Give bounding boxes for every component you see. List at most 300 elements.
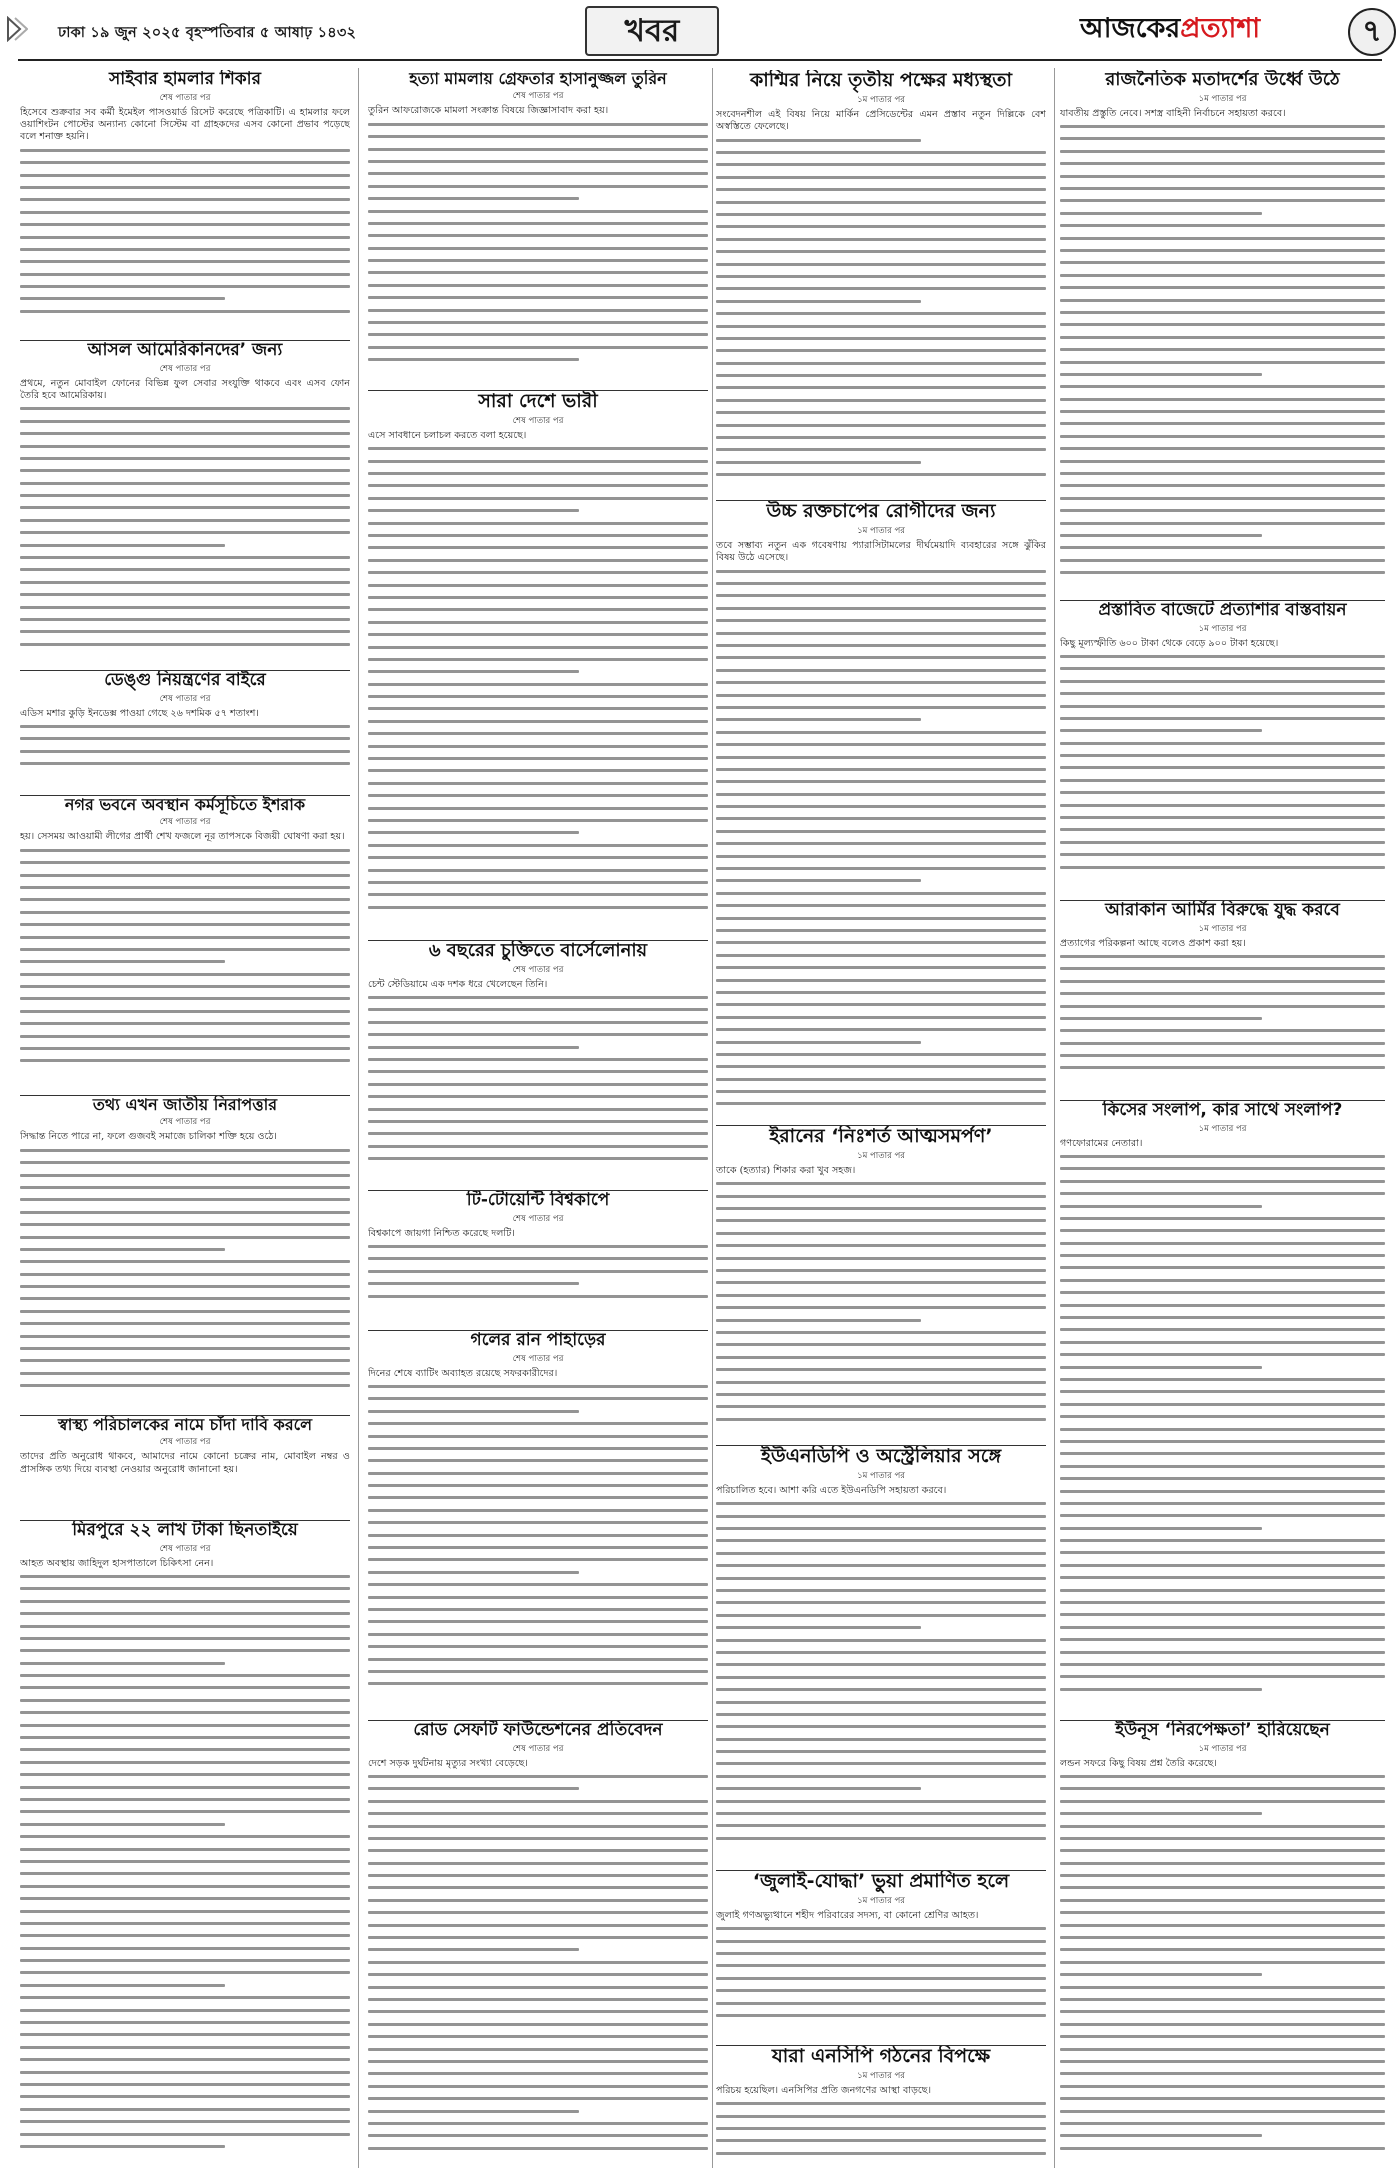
text-line <box>716 800 1046 812</box>
text-line <box>368 789 708 801</box>
text-line <box>20 440 350 452</box>
text-line <box>1060 712 1385 724</box>
text-line <box>20 1354 350 1366</box>
text-line <box>368 814 708 826</box>
text-line <box>716 1239 1046 1251</box>
text-line <box>368 1065 708 1077</box>
text-line <box>716 258 1046 270</box>
article-body <box>368 1380 708 1700</box>
text-line <box>368 876 708 888</box>
continued-tag: ১ম পাতার পর <box>857 2070 905 2081</box>
text-line <box>368 118 708 130</box>
text-line <box>716 701 1046 713</box>
text-line <box>20 732 350 744</box>
article-body <box>368 1770 708 2160</box>
text-line <box>20 2028 350 2040</box>
article-headline: তথ্য এখন জাতীয় নিরাপত্তার <box>92 1095 278 1114</box>
text-line <box>1060 1646 1385 1658</box>
text-line <box>1060 492 1385 504</box>
article <box>20 795 350 1086</box>
text-line <box>368 2067 708 2079</box>
text-line <box>1060 1571 1385 1583</box>
text-line <box>716 1264 1046 1276</box>
text-line <box>368 279 708 291</box>
text-line <box>20 1966 350 1978</box>
text-line <box>20 181 350 193</box>
text-line <box>368 752 708 764</box>
article-lead: আহত অবস্থায় জাহিদুল হাসপাতালে চিকিৎসা নেন। <box>20 1557 214 1569</box>
text-line <box>20 526 350 538</box>
article-headline: উচ্চ রক্তচাপের রোগীদের জন্য <box>766 500 996 522</box>
text-line <box>716 344 1046 356</box>
newspaper-logo <box>1080 8 1260 53</box>
text-line <box>20 1595 350 1607</box>
text-line <box>20 1030 350 1042</box>
text-line <box>716 1947 1046 1959</box>
text-line <box>368 864 708 876</box>
text-line <box>368 1417 708 1429</box>
article-body <box>20 402 350 661</box>
text-line <box>716 158 1046 170</box>
text-line <box>368 1919 708 1931</box>
text-line <box>1060 1906 1385 1918</box>
text-line <box>368 888 708 900</box>
text-line <box>716 1036 1046 1048</box>
text-line <box>716 394 1046 406</box>
text-line <box>368 180 708 192</box>
text-line <box>1060 207 1385 219</box>
text-line <box>1060 1546 1385 1558</box>
text-line <box>20 1731 350 1743</box>
text-line <box>716 1922 1046 1934</box>
continued-tag: শেষ পাতার পর <box>512 964 564 975</box>
text-line <box>368 1931 708 1943</box>
text-line <box>368 1252 708 1264</box>
text-line <box>368 2092 708 2104</box>
text-line <box>368 727 708 739</box>
article-lead: এসে সাবধানে চলাচল করতে বলা হয়েছে। <box>368 429 527 441</box>
article-headline: মিরপুরে ২২ লাখ টাকা ছিনতাইয়ে <box>72 1520 298 1540</box>
text-line <box>368 1442 708 1454</box>
text-line <box>20 638 350 650</box>
text-line <box>20 2140 350 2152</box>
text-line <box>20 992 350 1004</box>
text-line <box>1060 848 1385 860</box>
text-line <box>1060 1608 1385 1620</box>
text-line <box>716 1227 1046 1239</box>
article <box>20 1095 350 1406</box>
issue-date: ঢাকা ১৯ জুন ২০২৫ বৃহস্পতিবার ৫ আষাঢ় ১৪৩২ <box>58 25 357 41</box>
text-line <box>368 1529 708 1541</box>
article <box>20 1520 350 2171</box>
article-body <box>1060 120 1385 580</box>
text-line <box>716 146 1046 158</box>
text-line <box>20 551 350 563</box>
article-body <box>1060 1150 1385 1700</box>
text-line <box>20 1694 350 1706</box>
text-line <box>368 616 708 628</box>
text-line <box>20 1156 350 1168</box>
text-line <box>716 627 1046 639</box>
text-line <box>368 764 708 776</box>
text-line <box>20 1379 350 1391</box>
text-line <box>1060 836 1385 848</box>
text-line <box>20 757 350 769</box>
text-line <box>368 1467 708 1479</box>
text-line <box>716 713 1046 725</box>
text-line <box>368 715 708 727</box>
text-line <box>368 678 708 690</box>
article <box>368 390 708 931</box>
text-line <box>368 1820 708 1832</box>
text-line <box>368 1504 708 1516</box>
text-line <box>368 2142 708 2154</box>
text-line <box>368 1832 708 1844</box>
text-line <box>20 601 350 613</box>
article-lead: পরিচালিত হবে। আশা করি এতে ইউএনডিপি সহায়তা করবে। <box>716 1484 947 1496</box>
continued-tag: শেষ পাতার পর <box>159 1117 211 1128</box>
text-line <box>716 1388 1046 1400</box>
text-line <box>368 826 708 838</box>
article-lead: তুরিন আফরোজকে মামলা সংক্রান্ত বিষয়ে জিজ্ঞাসাবাদ করা হয়। <box>368 105 609 117</box>
article-body <box>368 1240 708 1310</box>
page-turn-arrow-icon[interactable] <box>6 16 28 42</box>
text-line <box>716 456 1046 468</box>
text-line <box>368 802 708 814</box>
text-line <box>716 1202 1046 1214</box>
text-line <box>716 986 1046 998</box>
text-line <box>1060 1224 1385 1236</box>
text-line <box>716 1745 1046 1757</box>
text-line <box>368 1041 708 1053</box>
text-line <box>716 837 1046 849</box>
text-line <box>20 1268 350 1280</box>
text-line <box>20 280 350 292</box>
column-4 <box>1060 70 1385 2170</box>
text-line <box>1060 1447 1385 1459</box>
text-line <box>368 455 708 467</box>
text-line <box>20 1644 350 1656</box>
text-line <box>716 887 1046 899</box>
article <box>716 1445 1046 1861</box>
article <box>1060 900 1385 1091</box>
text-line <box>716 689 1046 701</box>
text-line <box>20 1292 350 1304</box>
text-line <box>1060 2043 1385 2055</box>
text-line <box>716 676 1046 688</box>
text-line <box>1060 1683 1385 1695</box>
text-line <box>1060 1373 1385 1385</box>
text-line <box>20 1768 350 1780</box>
text-line <box>1060 529 1385 541</box>
article <box>20 70 350 330</box>
continued-tag: ১ম পাতার পর <box>1198 923 1247 934</box>
text-line <box>1060 194 1385 206</box>
text-line <box>20 1243 350 1255</box>
article-headline: প্রস্তাবিত বাজেটে প্রত্যাশার বাস্তবায়ন <box>1098 600 1347 620</box>
text-line <box>368 641 708 653</box>
text-line <box>368 291 708 303</box>
page-number: ৭ <box>1348 8 1396 56</box>
text-line <box>368 2080 708 2092</box>
article-lead: হয়। সেসময় আওয়ামী লীগের প্রার্থী শেখ ফজলে নূর তাপসকে বিজয়ী ঘোষণা করা হয়। <box>20 831 345 843</box>
text-line <box>20 2053 350 2065</box>
text-line <box>1060 1249 1385 1261</box>
text-line <box>20 1042 350 1054</box>
text-line <box>20 1317 350 1329</box>
text-line <box>1060 1522 1385 1534</box>
text-line <box>1060 1162 1385 1174</box>
text-line <box>368 579 708 591</box>
text-line <box>1060 774 1385 786</box>
text-line <box>20 918 350 930</box>
text-line <box>1060 1261 1385 1273</box>
text-line <box>1060 1286 1385 1298</box>
text-line <box>368 2043 708 2055</box>
text-line <box>368 467 708 479</box>
text-line <box>20 1756 350 1768</box>
continued-tag: শেষ পাতার পর <box>159 1437 211 1448</box>
article-headline: কিসের সংলাপ, কার সাথে সংলাপ? <box>1102 1100 1343 1120</box>
text-line <box>1060 517 1385 529</box>
text-line <box>716 1011 1046 1023</box>
article <box>368 1720 708 2171</box>
article-body <box>1060 950 1385 1080</box>
continued-tag: শেষ পাতার পর <box>512 1743 564 1754</box>
text-line <box>1060 1385 1385 1397</box>
text-line <box>716 1770 1046 1782</box>
text-line <box>368 1869 708 1881</box>
article-body <box>1060 650 1385 880</box>
text-line <box>368 1516 708 1528</box>
text-line <box>368 1566 708 1578</box>
text-line <box>1060 1658 1385 1670</box>
text-line <box>1060 504 1385 516</box>
continued-tag: ১ম পাতার পর <box>1198 1123 1247 1134</box>
text-line <box>368 628 708 640</box>
text-line <box>716 974 1046 986</box>
text-line <box>20 1255 350 1267</box>
text-line <box>368 1240 708 1252</box>
text-line <box>716 282 1046 294</box>
text-line <box>1060 2117 1385 2129</box>
article-body <box>368 442 708 917</box>
text-line <box>20 1181 350 1193</box>
text-line <box>716 664 1046 676</box>
text-line <box>716 1621 1046 1633</box>
article-body <box>20 1144 350 1399</box>
text-line <box>368 229 708 241</box>
article-lead: হিসেবে শুক্রবার সব কর্মী ইমেইল পাসওয়ার্ড রিসেট করেছে পত্রিকাটি। এ হামলার ফলে ওয়াশিংটন পোস্টের অন্যান্য কোনো সিস্টেম বা গ্রাহকদের এসব কোনো প্রভাব পড়েছে বলে শনাক্ত হয়নি। <box>20 106 350 143</box>
text-line <box>716 1534 1046 1546</box>
text-line <box>368 1653 708 1665</box>
article-body <box>716 1177 1046 1427</box>
text-line <box>716 850 1046 862</box>
text-line <box>20 1867 350 1879</box>
text-line <box>716 924 1046 936</box>
text-line <box>1060 1472 1385 1484</box>
text-line <box>20 1144 350 1156</box>
text-line <box>716 1048 1046 1060</box>
text-line <box>1060 2055 1385 2067</box>
text-line <box>368 1405 708 1417</box>
continued-tag: ১ম পাতার পর <box>857 1895 905 1906</box>
text-line <box>368 1881 708 1893</box>
article-body <box>716 565 1046 1115</box>
text-line <box>1060 1670 1385 1682</box>
text-line <box>716 751 1046 763</box>
text-line <box>716 2134 1046 2146</box>
article-lead: প্রথমে, নতুন মোবাইল ফোনের বিভিন্ন ফুল সেবার সংযুক্তি থাকবে এবং এসব ফোন তৈরি হবে আমেরিকায়। <box>20 377 350 401</box>
text-line <box>716 320 1046 332</box>
text-line <box>368 2055 708 2067</box>
text-line <box>716 431 1046 443</box>
text-line <box>1060 1410 1385 1422</box>
text-line <box>1060 2142 1385 2154</box>
text-line <box>1060 1435 1385 1447</box>
masthead-rule <box>18 59 1382 61</box>
article-lead: কিছু মূল্যস্ফীতি ৬০০ টাকা থেকে বেড়ে ৯০০ টাকা হয়েছে। <box>1060 637 1279 649</box>
text-line <box>716 443 1046 455</box>
text-line <box>20 231 350 243</box>
text-line <box>368 1844 708 1856</box>
text-line <box>1060 1943 1385 1955</box>
text-line <box>1060 1361 1385 1373</box>
text-line <box>368 1479 708 1491</box>
article-body <box>20 1570 350 2160</box>
text-line <box>716 196 1046 208</box>
article-body <box>716 1497 1046 1852</box>
text-line <box>368 566 708 578</box>
article-headline: আসল আমেরিকানদের’ জন্য <box>87 340 283 360</box>
text-line <box>368 1770 708 1782</box>
text-line <box>368 1103 708 1115</box>
text-line <box>20 193 350 205</box>
section-title: খবর <box>585 6 719 56</box>
text-line <box>20 415 350 427</box>
text-line <box>716 1733 1046 1745</box>
text-line <box>716 1658 1046 1670</box>
text-line <box>716 381 1046 393</box>
article-headline: ‘জুলাই-যোদ্ধা’ ভুয়া প্রমাণিত হলে <box>752 1870 1010 1892</box>
text-line <box>20 931 350 943</box>
text-line <box>368 1795 708 1807</box>
text-line <box>20 1991 350 2003</box>
text-line <box>368 1956 708 1968</box>
text-line <box>1060 306 1385 318</box>
text-line <box>716 369 1046 381</box>
article-headline: রোড সেফটি ফাউন্ডেশনের প্রতিবেদন <box>413 1720 663 1740</box>
text-line <box>20 1657 350 1669</box>
text-line <box>20 2066 350 2078</box>
article <box>716 2045 1046 2171</box>
article-headline: টি-টোয়েন্টি বিশ্বকাপে <box>466 1190 610 1210</box>
text-line <box>368 1491 708 1503</box>
text-line <box>716 1984 1046 1996</box>
text-line <box>716 899 1046 911</box>
continued-tag: শেষ পাতার পর <box>159 817 211 828</box>
text-line <box>1060 2005 1385 2017</box>
text-line <box>20 477 350 489</box>
text-line <box>368 1016 708 1028</box>
text-line <box>368 316 708 328</box>
text-line <box>716 1547 1046 1559</box>
text-line <box>20 1570 350 1582</box>
text-line <box>1060 1509 1385 1521</box>
text-line <box>368 1677 708 1689</box>
article-lead: দিনের শেষে ব্যাটিং অব্যাহত রয়েছে সফরকারীদের। <box>368 1367 558 1379</box>
text-line <box>20 1342 350 1354</box>
text-line <box>20 2103 350 2115</box>
text-line <box>368 2105 708 2117</box>
text-line <box>1060 1336 1385 1348</box>
article-body <box>368 118 708 373</box>
article <box>716 500 1046 1116</box>
article <box>20 1415 350 1511</box>
text-line <box>368 504 708 516</box>
text-line <box>1060 145 1385 157</box>
text-line <box>716 949 1046 961</box>
text-line <box>368 529 708 541</box>
text-line <box>368 130 708 142</box>
text-line <box>716 1177 1046 1189</box>
text-line <box>1060 1993 1385 2005</box>
column-3 <box>716 70 1046 2170</box>
text-line <box>716 245 1046 257</box>
text-line <box>368 1578 708 1590</box>
text-line <box>716 1097 1046 1109</box>
text-line <box>20 1681 350 1693</box>
text-line <box>20 968 350 980</box>
text-line <box>368 254 708 266</box>
text-line <box>716 788 1046 800</box>
text-line <box>1060 1584 1385 1596</box>
text-line <box>716 1696 1046 1708</box>
article-headline: হত্যা মামলায় গ্রেফতার হাসানুজ্জল তুরিন <box>409 70 667 88</box>
masthead <box>0 0 1400 60</box>
continued-tag: শেষ পাতার পর <box>512 1353 564 1364</box>
text-line <box>716 1807 1046 1819</box>
text-line <box>368 665 708 677</box>
continued-tag: ১ম পাতার পর <box>1198 1743 1247 1754</box>
text-line <box>716 1276 1046 1288</box>
text-line <box>716 1314 1046 1326</box>
article-headline: সাইবার হামলার শিকার <box>109 70 261 89</box>
text-line <box>716 1376 1046 1388</box>
article <box>368 1190 708 1321</box>
article <box>1060 600 1385 891</box>
brand-part-2: প্রত্যাশা <box>1180 13 1261 44</box>
article-lead: বিশ্বকাপে জায়গা নিশ্চিত করেছে দলটি। <box>368 1227 515 1239</box>
text-line <box>716 614 1046 626</box>
article <box>20 340 350 661</box>
text-line <box>1060 405 1385 417</box>
text-line <box>1060 1596 1385 1608</box>
text-line <box>20 514 350 526</box>
text-line <box>1060 554 1385 566</box>
text-line <box>716 1301 1046 1313</box>
text-line <box>716 2009 1046 2021</box>
text-line <box>1060 2080 1385 2092</box>
text-line <box>716 1400 1046 1412</box>
text-line <box>716 1214 1046 1226</box>
continued-tag: ১ম পাতার পর <box>1198 93 1247 104</box>
text-line <box>20 464 350 476</box>
text-line <box>20 893 350 905</box>
continued-tag: ১ম পাতার পর <box>1198 623 1247 634</box>
text-line <box>20 1054 350 1066</box>
text-line <box>716 1819 1046 1831</box>
